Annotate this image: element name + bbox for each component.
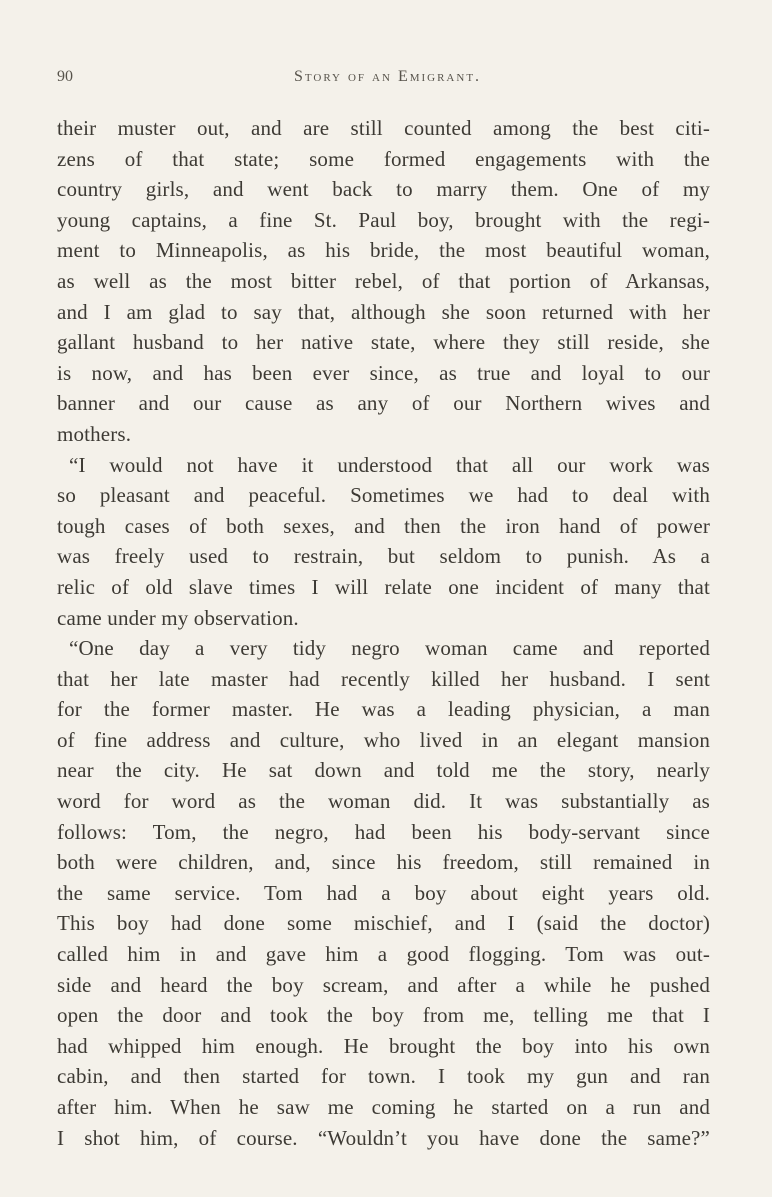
text-line: so pleasant and peaceful. Sometimes we had to deal with — [57, 483, 710, 508]
text-line: This boy had done some mischief, and I (said the doctor) — [57, 911, 710, 936]
text-line: is now, and has been ever since, as true and loyal to our — [57, 360, 710, 385]
text-line: I shot him, of course. “Wouldn’t you have done the same?” — [57, 1125, 710, 1150]
text-line: their muster out, and are still counted among the best citi- — [57, 116, 710, 140]
text-line: gallant husband to her native state, where they still reside, she — [57, 330, 710, 355]
text-line: as well as the most bitter rebel, of that portion of Arkansas, — [57, 268, 710, 293]
text-line: for the former master. He was a leading physician, a man — [57, 697, 710, 722]
text-line: “One day a very tidy negro woman came and reported — [69, 636, 710, 661]
text-line: had whipped him enough. He brought the boy into his own — [57, 1033, 710, 1058]
text-line: both were children, and, since his freedom, still remained in — [57, 850, 710, 875]
text-line: cabin, and then started for town. I took my gun and ran — [57, 1064, 710, 1089]
text-line: relic of old slave times I will relate one incident of many that — [57, 574, 710, 599]
text-line: that her late master had recently killed her husband. I sent — [57, 666, 710, 691]
text-line: came under my observation. — [57, 605, 299, 630]
text-line: near the city. He sat down and told me the story, nearly — [57, 758, 710, 783]
running-title: Story of an Emigrant. — [293, 68, 482, 85]
text-line: mothers. — [57, 421, 132, 446]
text-line: tough cases of both sexes, and then the iron hand of power — [57, 513, 710, 538]
text-line: banner and our cause as any of our Northern wives and — [57, 391, 710, 416]
text-line: ment to Minneapolis, as his bride, the most beautiful woman, — [57, 238, 710, 263]
text-line: and I am glad to say that, although she soon returned with her — [57, 299, 710, 324]
text-line: word for word as the woman did. It was substantially as — [57, 789, 710, 814]
running-head — [57, 68, 708, 90]
text-line: called him in and gave him a good flogging. Tom was out- — [57, 942, 710, 967]
text-line: was freely used to restrain, but seldom to punish. As a — [57, 544, 710, 569]
text-line: follows: Tom, the negro, had been his body-servant since — [57, 819, 710, 844]
page-number: 90 — [57, 68, 73, 85]
text-line: side and heard the boy scream, and after a while he pushed — [57, 972, 710, 997]
text-line: of fine address and culture, who lived in an elegant mansion — [57, 727, 710, 752]
text-line: zens of that state; some formed engagements with the — [57, 146, 710, 171]
text-line: after him. When he saw me coming he started on a run and — [57, 1095, 710, 1119]
text-line: the same service. Tom had a boy about eight years old. — [57, 880, 710, 905]
text-line: “I would not have it understood that all our work was — [69, 452, 710, 477]
text-line: open the door and took the boy from me, telling me that I — [57, 1003, 710, 1028]
body-text — [57, 113, 710, 1153]
text-line: young captains, a fine St. Paul boy, brought with the regi- — [57, 207, 710, 232]
text-line: country girls, and went back to marry them. One of my — [57, 177, 710, 202]
